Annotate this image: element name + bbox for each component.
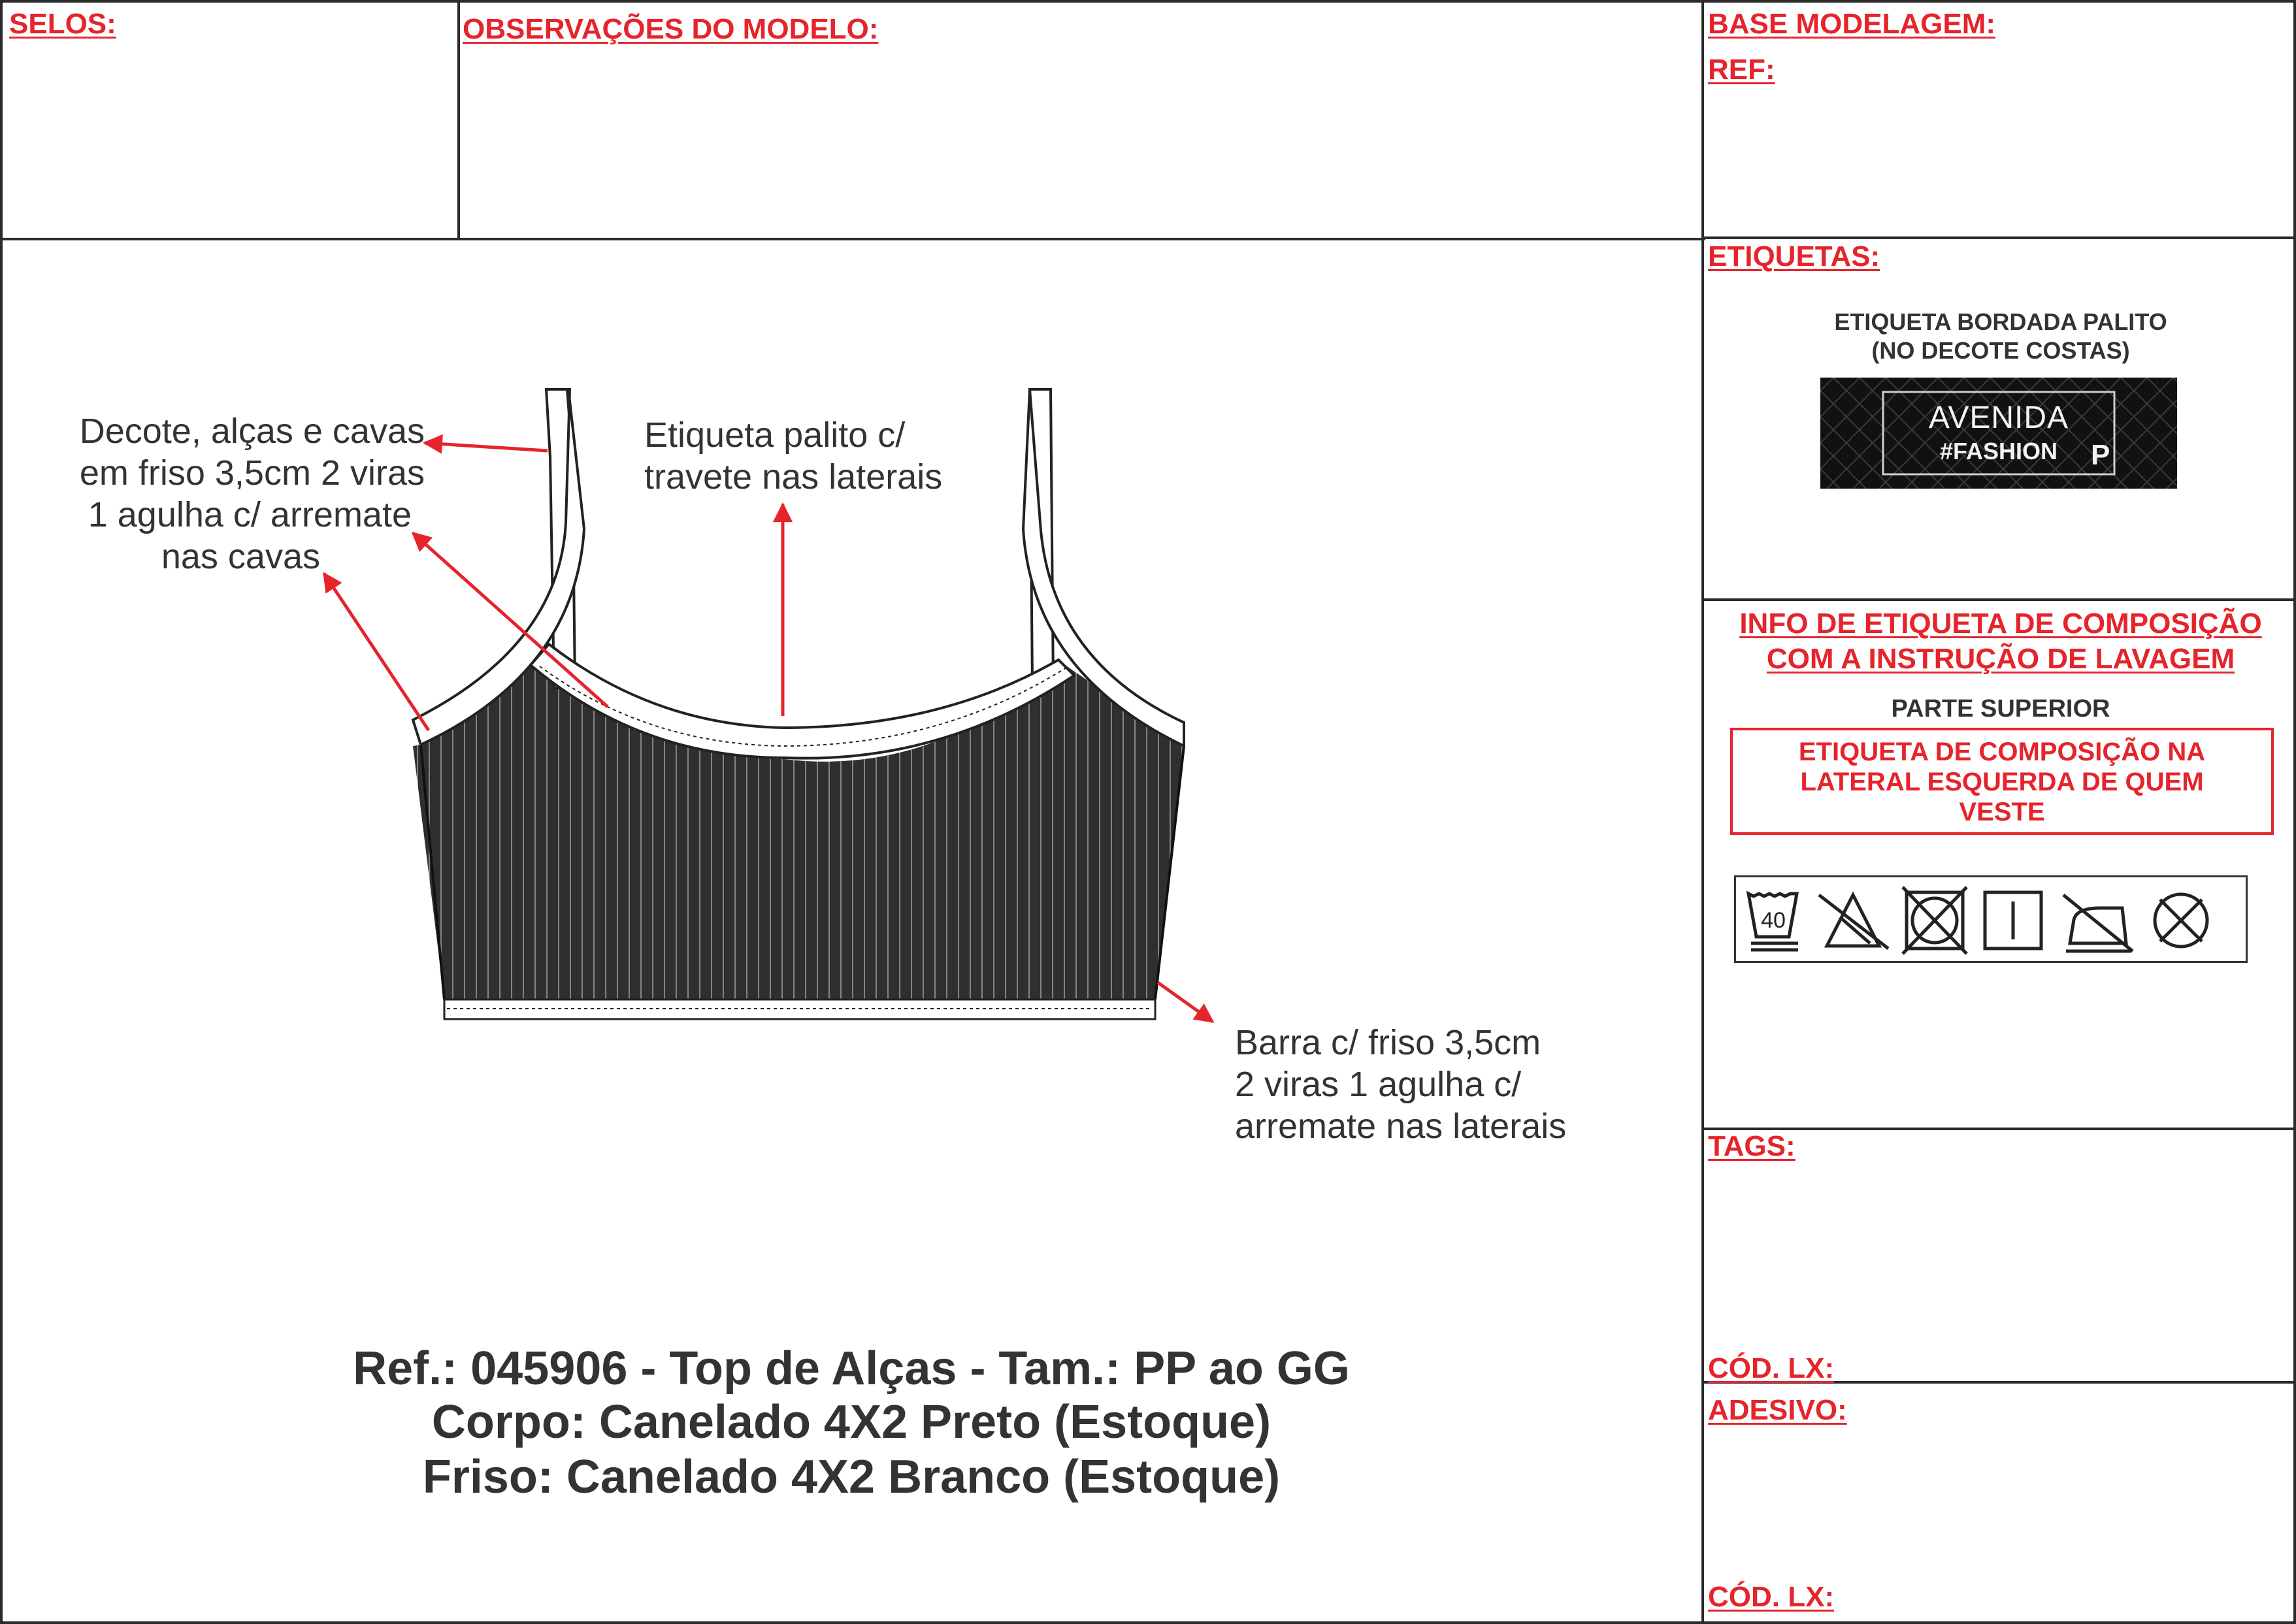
note-hem-line3: arremate nas laterais — [1235, 1107, 1567, 1146]
note-hem — [1235, 1022, 1566, 1147]
no-bleach-icon — [1819, 895, 1888, 949]
note-label — [644, 414, 942, 498]
observacoes-heading: OBSERVAÇÕES DO MODELO: — [463, 13, 879, 45]
note-label-line2: travete nas laterais — [644, 457, 943, 496]
label-caption-line1: ETIQUETA BORDADA PALITO — [1834, 308, 2167, 335]
arrow-hem — [1158, 983, 1213, 1022]
label-caption-line2: (NO DECOTE COSTAS) — [1871, 337, 2130, 364]
divider-selos — [457, 0, 460, 239]
caption-ref: Ref.: 045906 - Top de Alças - Tam.: PP ao GG — [353, 1342, 1350, 1395]
arrow-neckline-3 — [324, 574, 429, 730]
note-hem-line2: 2 viras 1 agulha c/ — [1235, 1065, 1522, 1104]
care-symbols-strip — [1734, 875, 2248, 963]
brand-name: AVENIDA — [1928, 400, 2069, 435]
note-neckline-line4: nas cavas — [161, 537, 320, 576]
adesivo-heading: ADESIVO: — [1708, 1394, 1847, 1426]
brand-size: P — [2091, 439, 2110, 471]
wash-40-icon — [1748, 894, 1798, 950]
ref-heading: REF: — [1708, 54, 1775, 86]
note-neckline — [46, 410, 425, 577]
composition-title-line1: INFO DE ETIQUETA DE COMPOSIÇÃO — [1739, 608, 2262, 640]
divider-etiquetas — [1701, 236, 2296, 239]
svg-text:40: 40 — [1761, 908, 1786, 933]
brand-label — [1820, 378, 2177, 489]
parte-superior-label: PARTE SUPERIOR — [1891, 695, 2110, 723]
note-neckline-line2: em friso 3,5cm 2 viras — [79, 453, 425, 493]
line-dry-icon — [1985, 892, 2041, 949]
no-dry-clean-icon — [2155, 894, 2207, 947]
note-neckline-line1: Decote, alças e cavas — [79, 412, 425, 451]
no-iron-icon — [2063, 895, 2133, 951]
etiquetas-heading: ETIQUETAS: — [1708, 240, 1880, 272]
note-neckline-line3: 1 agulha c/ arremate — [88, 495, 412, 534]
composition-box — [1730, 728, 2274, 835]
composition-title-line2: COM A INSTRUÇÃO DE LAVAGEM — [1766, 643, 2235, 675]
composition-box-line3: VESTE — [1959, 798, 2045, 826]
composition-box-line2: LATERAL ESQUERDA DE QUEM — [1800, 768, 2204, 796]
selos-heading: SELOS: — [9, 8, 116, 40]
composition-box-line1: ETIQUETA DE COMPOSIÇÃO NA — [1798, 738, 2206, 766]
brand-tag: #FASHION — [1939, 438, 2058, 464]
note-label-line1: Etiqueta palito c/ — [644, 415, 906, 455]
arrow-neckline-1 — [425, 443, 548, 451]
divider-composicao — [1701, 598, 2296, 601]
caption-corpo: Corpo: Canelado 4X2 Preto (Estoque) — [431, 1396, 1271, 1448]
caption-friso: Friso: Canelado 4X2 Branco (Estoque) — [422, 1451, 1281, 1503]
tags-heading: TAGS: — [1708, 1130, 1796, 1162]
no-tumble-dry-icon — [1903, 887, 1967, 954]
garment-body — [405, 634, 1196, 1013]
cod-lx-label-2: CÓD. LX: — [1708, 1581, 1835, 1613]
garment-sketch — [0, 242, 1699, 1156]
cod-lx-label-1: CÓD. LX: — [1708, 1352, 1835, 1384]
note-hem-line1: Barra c/ friso 3,5cm — [1235, 1023, 1541, 1062]
base-modelagem-heading: BASE MODELAGEM: — [1708, 8, 1995, 40]
